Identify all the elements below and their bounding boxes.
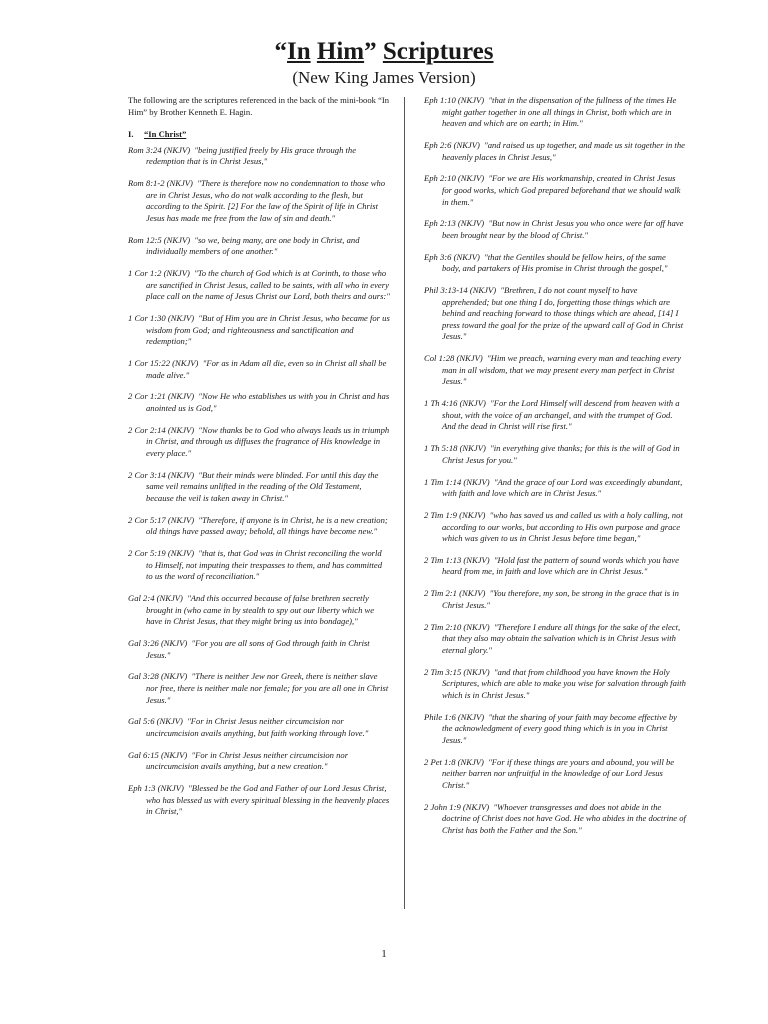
- scripture-entry: [128, 783, 390, 818]
- scripture-text: "For as in Adam all die, even so in Christ all shall be made alive.": [146, 358, 387, 380]
- scripture-text: "For we are His workmanship, created in Christ Jesus for good works, which God prepared beforehand that we should walk in them.": [442, 173, 681, 207]
- scripture-text: "in everything give thanks; for this is the will of God in Christ Jesus for you.": [442, 443, 680, 465]
- scripture-reference: 2 Pet 1:8 (NKJV): [424, 756, 484, 767]
- scripture-entry: [424, 252, 686, 275]
- scripture-reference: 2 Cor 3:14 (NKJV): [128, 469, 195, 480]
- intro-paragraph: The following are the scriptures referenced in the back of the mini-book “In Him” by Brother Kenneth E. Hagin.: [128, 95, 390, 117]
- title-word-scriptures: Scriptures: [382, 38, 494, 65]
- left-column: [128, 95, 390, 828]
- scripture-reference: Phil 3:13-14 (NKJV): [424, 285, 497, 296]
- scripture-text: "Brethren, I do not count myself to have apprehended; but one thing I do, forgetting those things which are behind and reaching forward to those things which are ahead, [14] I press toward the goal for the prize of the upward call of God in Christ Jesus.": [442, 285, 684, 342]
- scripture-reference: Gal 3:28 (NKJV): [128, 671, 188, 682]
- page-number: 1: [381, 948, 387, 960]
- scripture-entry: [128, 425, 390, 460]
- scripture-text: "To the church of God which is at Corinth, to those who are sanctified in Christ Jesus, called to be saints, with all who in every place call on the name of Jesus Christ our Lord, both theirs and ours:": [146, 268, 390, 302]
- scripture-entry: [128, 470, 390, 505]
- right-column: [424, 95, 686, 846]
- scripture-text: "Therefore, if anyone is in Christ, he is a new creation; old things have passed away; behold, all things have become new.": [146, 514, 388, 537]
- scripture-entry: [128, 638, 390, 661]
- scripture-text: "But their minds were blinded. For until this day the same veil remains unlifted in the reading of the Old Testament, because the veil is taken away in Christ.": [146, 469, 379, 503]
- section-number: I.: [128, 129, 134, 140]
- scripture-reference: 2 Cor 1:21 (NKJV): [128, 391, 195, 402]
- scripture-text: "And this occurred because of false brethren secretly brought in (who came in by stealth to spy out our liberty which we have in Christ Jesus, that they might bring us into bondage),": [146, 593, 375, 627]
- scripture-reference: Rom 3:24 (NKJV): [128, 144, 191, 155]
- scripture-reference: Rom 12:5 (NKJV): [128, 234, 191, 245]
- scripture-entry: [128, 515, 390, 538]
- scripture-text: "so we, being many, are one body in Christ, and individually members of one another.": [146, 234, 360, 257]
- scripture-reference: Phile 1:6 (NKJV): [424, 711, 485, 722]
- title-word-him: Him: [316, 38, 365, 65]
- scripture-reference: 2 Tim 2:1 (NKJV): [424, 588, 486, 599]
- scripture-text: "that in the dispensation of the fullness of the times He might gather together in one all things in Christ, both which are in heaven and which are on earth; in Him.": [442, 95, 677, 129]
- scripture-text: "and that from childhood you have known the Holy Scriptures, which are able to make you wise for salvation through faith which is in Christ Jesus.": [442, 666, 686, 700]
- scripture-entry: [424, 555, 686, 578]
- scripture-entry: [424, 173, 686, 208]
- scripture-text: "Now thanks be to God who always leads us in triumph in Christ, and through us diffuses the fragrance of His knowledge in every place.": [146, 424, 390, 458]
- title-close-quote: ”: [364, 38, 383, 65]
- column-divider: [404, 97, 405, 909]
- scripture-text: "You therefore, my son, be strong in the grace that is in Christ Jesus.": [442, 588, 679, 610]
- scripture-reference: 2 John 1:9 (NKJV): [424, 801, 490, 812]
- scripture-entry: [128, 716, 390, 739]
- scripture-entry: [424, 353, 686, 388]
- scripture-reference: Gal 6:15 (NKJV): [128, 749, 188, 760]
- scripture-entry: [128, 671, 390, 706]
- scripture-reference: Eph 3:6 (NKJV): [424, 251, 480, 262]
- scripture-reference: 2 Tim 3:15 (NKJV): [424, 666, 490, 677]
- page-subtitle: (New King James Version): [292, 68, 476, 87]
- scripture-reference: 2 Cor 5:17 (NKJV): [128, 514, 195, 525]
- scripture-reference: Eph 2:10 (NKJV): [424, 173, 485, 184]
- scripture-entry: [128, 268, 390, 303]
- scripture-text: "For in Christ Jesus neither circumcision nor uncircumcision avails anything, but faith working through love.": [146, 716, 369, 738]
- scripture-reference: 1 Th 4:16 (NKJV): [424, 398, 486, 409]
- scripture-text: "And the grace of our Lord was exceedingly abundant, with faith and love which are in Christ Jesus.": [442, 476, 683, 499]
- scripture-entry: [128, 358, 390, 381]
- scripture-reference: 1 Th 5:18 (NKJV): [424, 443, 486, 454]
- scripture-reference: Rom 8:1-2 (NKJV): [128, 178, 193, 189]
- page-title: [0, 38, 768, 66]
- scripture-text: "But now in Christ Jesus you who once were far off have been brought near by the blood of Christ.": [442, 218, 684, 240]
- scripture-entry: [424, 477, 686, 500]
- scripture-reference: Gal 5:6 (NKJV): [128, 716, 183, 727]
- scripture-text: "that the Gentiles should be fellow heirs, of the same body, and partakers of His promise in Christ through the gospel,": [442, 251, 668, 274]
- scripture-entry: [424, 218, 686, 241]
- scripture-entry: [128, 593, 390, 628]
- scripture-reference: Gal 3:26 (NKJV): [128, 638, 188, 649]
- scripture-entry: [424, 285, 686, 343]
- scripture-text: "For in Christ Jesus neither circumcision nor uncircumcision avails anything, but a new creation.": [146, 749, 349, 772]
- scripture-reference: 1 Tim 1:14 (NKJV): [424, 476, 490, 487]
- scripture-reference: 1 Cor 1:2 (NKJV): [128, 268, 190, 279]
- scripture-entry: [424, 588, 686, 611]
- scripture-reference: 2 Tim 2:10 (NKJV): [424, 621, 490, 632]
- scripture-text: "who has saved us and called us with a holy calling, not according to our works, but according to His own purpose and grace which was given to us in Christ Jesus before time began,": [442, 509, 683, 544]
- scripture-text: "that the sharing of your faith may become effective by the acknowledgment of every good thing which is in you in Christ Jesus.": [442, 711, 678, 745]
- scripture-entry: [128, 178, 390, 224]
- scripture-entry: [424, 622, 686, 657]
- scripture-text: "and raised us up together, and made us sit together in the heavenly places in Christ Jesus,": [442, 139, 685, 162]
- scripture-text: "There is therefore now no condemnation to those who are in Christ Jesus, who do not walk according to the flesh, but according to the Spirit. [2] For the law of the Spirit of life in Christ Jesus has made me free from the law of sin and death.": [146, 178, 386, 223]
- scripture-reference: Eph 1:10 (NKJV): [424, 95, 485, 105]
- scripture-entry: [128, 145, 390, 168]
- scripture-entry: [128, 235, 390, 258]
- section-title: “In Christ”: [144, 129, 187, 140]
- scripture-entry: [424, 510, 686, 545]
- scripture-reference: Gal 2:4 (NKJV): [128, 593, 183, 604]
- scripture-text: "that is, that God was in Christ reconciling the world to Himself, not imputing their trespasses to them, and has committed to us the word of reconciliation.": [146, 548, 382, 582]
- scripture-reference: 2 Cor 2:14 (NKJV): [128, 424, 195, 435]
- scripture-text: "Now He who establishes us with you in Christ and has anointed us is God,": [146, 391, 390, 413]
- scripture-text: "Therefore I endure all things for the sake of the elect, that they also may obtain the salvation which is in Christ Jesus with eternal glory.": [442, 621, 681, 655]
- scripture-entry: [424, 667, 686, 702]
- scripture-entry: [424, 802, 686, 837]
- scripture-reference: 2 Cor 5:19 (NKJV): [128, 548, 195, 559]
- scripture-entry: [424, 757, 686, 792]
- scripture-reference: 1 Cor 15:22 (NKJV): [128, 358, 199, 369]
- scripture-text: "There is neither Jew nor Greek, there is neither slave nor free, there is neither male nor female; for you are all one in Christ Jesus.": [146, 671, 389, 705]
- scripture-text: "being justified freely by His grace through the redemption that is in Christ Jesus,": [146, 144, 357, 167]
- scripture-text: "Whoever transgresses and does not abide in the doctrine of Christ does not have God. He who abides in the doctrine of Christ has both the Father and the Son.": [442, 801, 686, 835]
- scripture-text: "For the Lord Himself will descend from heaven with a shout, with the voice of an archangel, and with the trumpet of God. And the dead in Christ will rise first.": [442, 398, 680, 432]
- scripture-reference: Eph 2:6 (NKJV): [424, 139, 480, 150]
- scripture-entry: [424, 95, 686, 130]
- scripture-entry: [128, 750, 390, 773]
- title-open-quote: “: [274, 38, 287, 65]
- scripture-text: "Him we preach, warning every man and teaching every man in all wisdom, that we may present every man perfect in Christ Jesus.": [442, 353, 681, 387]
- scripture-entry: [128, 313, 390, 348]
- scripture-entry: [128, 391, 390, 414]
- scripture-text: "Blessed be the God and Father of our Lord Jesus Christ, who has blessed us with every spiritual blessing in the heavenly places in Christ,": [146, 783, 390, 817]
- scripture-entry: [424, 398, 686, 433]
- scripture-text: "Hold fast the pattern of sound words which you have heard from me, in faith and love which are in Christ Jesus.": [442, 554, 679, 577]
- scripture-entry: [128, 548, 390, 583]
- scripture-reference: Eph 1:3 (NKJV): [128, 783, 184, 794]
- scripture-reference: 1 Cor 1:30 (NKJV): [128, 313, 195, 324]
- scripture-reference: Col 1:28 (NKJV): [424, 353, 483, 364]
- scripture-reference: 2 Tim 1:9 (NKJV): [424, 509, 486, 520]
- scripture-text: "But of Him you are in Christ Jesus, who became for us wisdom from God; and righteousness and sanctification and redemption;": [146, 313, 390, 347]
- scripture-entry: [424, 712, 686, 747]
- scripture-text: "For if these things are yours and abound, you will be neither barren nor unfruitful in the knowledge of our Lord Jesus Christ.": [442, 756, 675, 790]
- title-word-in: In: [286, 38, 311, 65]
- section-heading: [128, 129, 390, 141]
- scripture-reference: 2 Tim 1:13 (NKJV): [424, 554, 490, 565]
- scripture-entry: [424, 443, 686, 466]
- scripture-reference: Eph 2:13 (NKJV): [424, 218, 485, 229]
- scripture-text: "For you are all sons of God through faith in Christ Jesus.": [146, 638, 370, 660]
- scripture-entry: [424, 140, 686, 163]
